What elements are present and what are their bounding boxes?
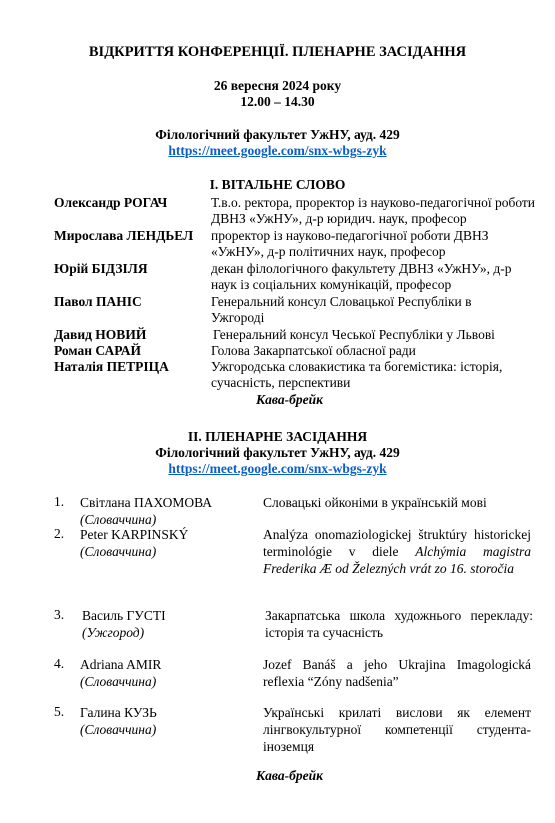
speaker-role: Генеральний консул Словацької Республіки в Ужгороді bbox=[211, 294, 472, 325]
talk-speaker bbox=[80, 494, 212, 528]
talk-title: Словацькі ойконіми в українській мові bbox=[263, 495, 487, 510]
speaker-name: Мирослава ЛЕНДЬЕЛ bbox=[54, 228, 194, 243]
coffee-break: Кава-брейк bbox=[256, 768, 323, 783]
talk-speaker-name: Adriana AMIR bbox=[80, 657, 162, 672]
speaker-role: Генеральний консул Чеської Республіки у Львові bbox=[213, 327, 495, 342]
meet-link-container bbox=[0, 143, 555, 159]
talk-title: Jozef Banáš a jeho Ukrajina Imagologická reflexia “Zóny nadšenia” bbox=[263, 657, 531, 689]
speaker-role: Ужгородська словакистика та богемістика: історія, сучасність, перспективи bbox=[211, 359, 503, 390]
talk-number: 3. bbox=[54, 607, 65, 622]
talk-number: 5. bbox=[54, 704, 65, 719]
section-1-title: І. ВІТАЛЬНЕ СЛОВО bbox=[209, 177, 346, 192]
speaker-name: Олександр РОГАЧ bbox=[54, 195, 168, 210]
talk-number: 1. bbox=[54, 494, 65, 509]
talk-title-plain: Analýza onomaziologickej štruktúry historickej terminológie v diele bbox=[263, 527, 531, 559]
page-title: ВІДКРИТТЯ КОНФЕРЕНЦІЇ. ПЛЕНАРНЕ ЗАСІДАННЯ bbox=[88, 44, 467, 60]
talk-speaker-name: Світлана ПАХОМОВА bbox=[80, 495, 212, 510]
speaker-role: проректор із науково-педагогічної роботи ДВНЗ «УжНУ», д-р політичних наук, професор bbox=[211, 228, 489, 259]
talk-title bbox=[263, 526, 531, 577]
speaker-name: Юрій БІДЗІЛЯ bbox=[54, 261, 148, 276]
speaker-name: Роман САРАЙ bbox=[54, 343, 142, 358]
event-time: 12.00 – 14.30 bbox=[240, 94, 315, 109]
talk-speaker bbox=[80, 526, 188, 560]
talk-speaker-country: (Словаччина) bbox=[80, 674, 157, 689]
talk-speaker bbox=[80, 656, 161, 690]
talk-title: Закарпатська школа художнього перекладу: історія та сучасність bbox=[265, 608, 533, 640]
speaker-name: Павол ПАНІС bbox=[54, 294, 142, 309]
talk-speaker-name: Галина КУЗЬ bbox=[80, 705, 157, 720]
talk-number: 2. bbox=[54, 526, 65, 541]
section-2-venue: Філологічний факультет УжНУ, ауд. 429 bbox=[155, 445, 400, 460]
talk-title-italic: Alchýmia magistra Frederika Æ od Železných vrát zo 16. storočia bbox=[263, 544, 531, 576]
speaker-name: Давид НОВИЙ bbox=[54, 327, 147, 342]
talk-speaker-country: (Словаччина) bbox=[80, 512, 157, 527]
coffee-break: Кава-брейк bbox=[256, 392, 323, 407]
talk-speaker bbox=[80, 704, 157, 738]
talk-speaker-name: Василь ГУСТІ bbox=[82, 608, 166, 623]
speaker-role: Голова Закарпатської обласної ради bbox=[211, 343, 416, 358]
talk-speaker bbox=[82, 607, 166, 641]
talk-number: 4. bbox=[54, 656, 65, 671]
venue: Філологічний факультет УжНУ, ауд. 429 bbox=[155, 127, 400, 142]
event-date: 26 вересня 2024 року bbox=[213, 78, 342, 93]
speaker-name: Наталія ПЕТРІЦА bbox=[54, 359, 169, 374]
section-2-link-container bbox=[0, 461, 555, 477]
meet-link[interactable]: https://meet.google.com/snx-wbgs-zyk bbox=[168, 143, 387, 158]
talk-speaker-name: Peter KARPINSKÝ bbox=[80, 527, 189, 542]
section-2-title: ІІ. ПЛЕНАРНЕ ЗАСІДАННЯ bbox=[187, 429, 368, 444]
speaker-role: декан філологічного факультету ДВНЗ «УжНУ», д-р наук із соціальних комунікацій, професор bbox=[211, 261, 512, 292]
meet-link[interactable]: https://meet.google.com/snx-wbgs-zyk bbox=[168, 461, 387, 476]
talk-speaker-country: (Ужгород) bbox=[82, 625, 145, 640]
talk-speaker-country: (Словаччина) bbox=[80, 722, 157, 737]
talk-title: Українські крилаті вислови як елемент лінгвокультурної компетенції студента-іноземця bbox=[263, 705, 531, 754]
speaker-role: Т.в.о. ректора, проректор із науково-педагогічної роботи ДВНЗ «УжНУ», д-р юридич. наук, професор bbox=[211, 195, 536, 226]
talk-speaker-country: (Словаччина) bbox=[80, 544, 157, 559]
